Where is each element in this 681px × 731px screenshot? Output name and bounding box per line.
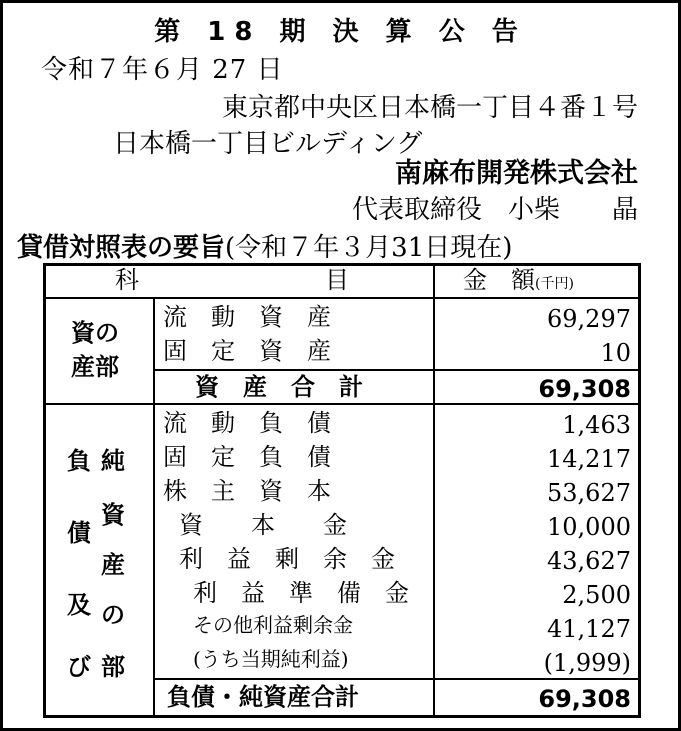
heading-main: 貸借対照表の要旨 bbox=[17, 233, 226, 263]
row-value-shareholders-equity: 53,627 bbox=[547, 479, 631, 507]
notice-title: 第 18 期 決 算 公 告 bbox=[154, 17, 527, 47]
liab-col2-char: 資 bbox=[101, 501, 125, 529]
row-value-other-retained-earnings: 41,127 bbox=[547, 615, 631, 643]
liab-col2-char: の bbox=[101, 601, 125, 629]
assets-total-divider bbox=[153, 369, 641, 371]
row-label-legal-reserve: 利 益 準 備 金 bbox=[193, 579, 409, 607]
row-label-capital: 資 本 金 bbox=[179, 511, 347, 539]
liab-col1-char: び bbox=[67, 653, 91, 681]
row-label-net-income: (うち当期純利益) bbox=[193, 647, 349, 671]
liab-col2-char: 純 bbox=[101, 447, 125, 475]
group-column-divider bbox=[153, 297, 155, 718]
row-value-current-liabilities: 1,463 bbox=[562, 411, 631, 439]
liab-col1-char: 債 bbox=[67, 519, 91, 547]
company-name: 南麻布開発株式会社 bbox=[395, 158, 638, 189]
representative: 代表取締役 小柴 晶 bbox=[351, 195, 638, 225]
header-kamoku-left: 科 bbox=[115, 266, 139, 294]
row-label-current-liabilities: 流 動 負 債 bbox=[163, 409, 331, 437]
balance-sheet-table bbox=[43, 263, 641, 718]
row-value-net-income: (1,999) bbox=[543, 649, 631, 677]
header-unit: (千円) bbox=[535, 276, 574, 292]
row-label-total-liabilities-net-assets: 負債・純資産合計 bbox=[167, 683, 359, 711]
row-value-current-assets: 69,297 bbox=[547, 305, 631, 333]
assets-group-label-2: 産部 bbox=[71, 353, 119, 381]
header-divider bbox=[43, 297, 641, 299]
liabilities-total-divider bbox=[153, 678, 641, 680]
row-value-total-liabilities-net-assets: 69,308 bbox=[538, 685, 631, 713]
assets-section-divider bbox=[43, 403, 641, 405]
row-label-shareholders-equity: 株 主 資 本 bbox=[163, 477, 331, 505]
balance-sheet-heading bbox=[17, 227, 512, 264]
row-label-retained-earnings: 利 益 剰 余 金 bbox=[179, 545, 395, 573]
liab-col1-char: 及 bbox=[67, 591, 91, 619]
address-line-1: 東京都中央区日本橋一丁目４番１号 bbox=[221, 93, 638, 123]
notice-date: 令和７年６月 27 日 bbox=[41, 55, 284, 85]
liab-col1-char: 負 bbox=[67, 447, 91, 475]
row-value-retained-earnings: 43,627 bbox=[547, 547, 631, 575]
row-label-fixed-liabilities: 固 定 負 債 bbox=[163, 443, 331, 471]
header-amount-label: 金 額 bbox=[463, 266, 535, 294]
row-value-capital: 10,000 bbox=[547, 513, 631, 541]
row-label-fixed-assets: 固 定 資 産 bbox=[163, 337, 331, 365]
header-amount bbox=[463, 268, 574, 292]
amount-column-divider bbox=[433, 263, 435, 718]
assets-group-label-1: 資の bbox=[71, 319, 119, 347]
heading-date: (令和７年３月31日現在) bbox=[225, 233, 513, 263]
header-kamoku-right: 目 bbox=[325, 266, 349, 294]
liab-col2-char: 産 bbox=[101, 551, 125, 579]
liab-col2-char: 部 bbox=[101, 653, 125, 681]
row-value-total-assets: 69,308 bbox=[538, 375, 631, 403]
row-value-fixed-assets: 10 bbox=[600, 339, 631, 367]
row-label-total-assets: 資 産 合 計 bbox=[195, 373, 363, 401]
row-label-current-assets: 流 動 資 産 bbox=[163, 303, 331, 331]
row-value-legal-reserve: 2,500 bbox=[562, 581, 631, 609]
address-line-2: 日本橋一丁目ビルディング bbox=[113, 129, 423, 159]
row-value-fixed-liabilities: 14,217 bbox=[547, 445, 631, 473]
row-label-other-retained-earnings: その他利益剰余金 bbox=[193, 613, 353, 637]
